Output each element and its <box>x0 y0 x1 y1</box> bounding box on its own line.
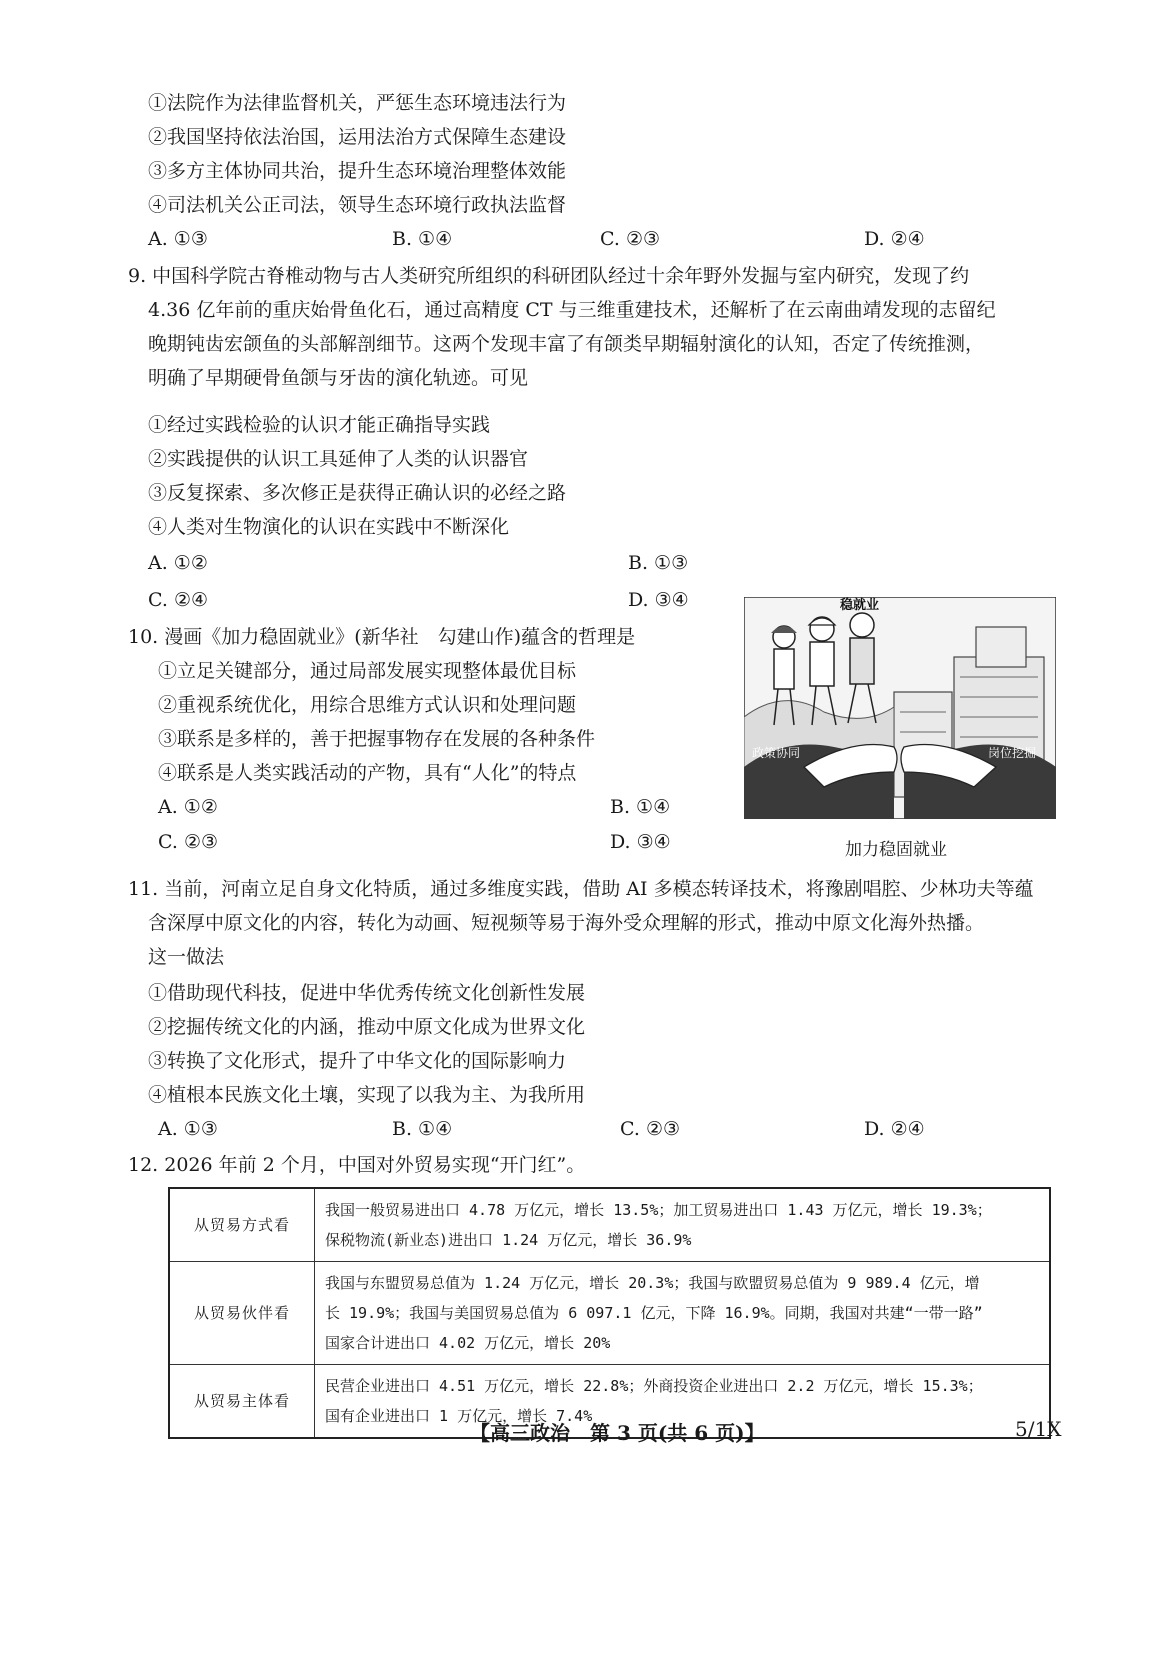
q11-stem-3: 这一做法 <box>148 946 225 968</box>
q9-item-3: ③反复探索、多次修正是获得正确认识的必经之路 <box>148 482 567 504</box>
table-cell-line: 我国一般贸易进出口 4.78 万亿元，增长 13.5%；加工贸易进出口 1.43 万亿元，增长 19.3%； <box>325 1201 992 1219</box>
q10-option-c[interactable]: C. ②③ <box>158 831 219 853</box>
q10-option-b[interactable]: B. ①④ <box>610 796 671 818</box>
table-row <box>169 1262 1050 1365</box>
q11-option-b[interactable]: B. ①④ <box>392 1118 453 1140</box>
q11-item-1: ①借助现代科技，促进中华优秀传统文化创新性发展 <box>148 982 586 1004</box>
q11-option-a[interactable]: A. ①③ <box>158 1118 218 1140</box>
q10-item-3: ③联系是多样的，善于把握事物存在发展的各种条件 <box>158 728 596 750</box>
table-cell-line: 国家合计进出口 4.02 万亿元，增长 20% <box>325 1334 611 1352</box>
table-row-head: 从贸易伙伴看 <box>169 1262 315 1365</box>
q9-option-a[interactable]: A. ①② <box>148 552 208 574</box>
q10-option-a[interactable]: A. ①② <box>158 796 218 818</box>
q8-option-a[interactable]: A. ①③ <box>148 228 208 250</box>
q10-item-4: ④联系是人类实践活动的产物，具有“人化”的特点 <box>158 762 577 784</box>
cartoon-illustration <box>744 597 1056 819</box>
q11-item-3: ③转换了文化形式，提升了中华文化的国际影响力 <box>148 1050 567 1072</box>
q8-item-2: ②我国坚持依法治国，运用法治方式保障生态建设 <box>148 126 567 148</box>
q9-item-1: ①经过实践检验的认识才能正确指导实践 <box>148 414 491 436</box>
q11-item-4: ④植根本民族文化土壤，实现了以我为主、为我所用 <box>148 1084 586 1106</box>
trade-data-table <box>168 1187 1051 1439</box>
table-cell-line: 长 19.9%；我国与美国贸易总值为 6 097.1 亿元，下降 16.9%。同期，我国对共建“一带一路” <box>325 1304 983 1322</box>
q8-item-1: ①法院作为法律监督机关，严惩生态环境违法行为 <box>148 92 567 114</box>
q11-item-2: ②挖掘传统文化的内涵，推动中原文化成为世界文化 <box>148 1016 586 1038</box>
q11-option-c[interactable]: C. ②③ <box>620 1118 681 1140</box>
q8-option-d[interactable]: D. ②④ <box>864 228 925 250</box>
q10-stem: 10. 漫画《加力稳固就业》(新华社 勾建山作)蕴含的哲理是 <box>128 626 636 648</box>
q9-stem-3: 晚期钝齿宏颌鱼的头部解剖细节。这两个发现丰富了有颌类早期辐射演化的认知，否定了传统推测， <box>148 333 985 355</box>
cartoon-left-label: 政策协同 <box>752 746 801 760</box>
q8-option-c[interactable]: C. ②③ <box>600 228 661 250</box>
cartoon-drawing <box>744 597 1056 819</box>
table-cell <box>315 1188 1051 1262</box>
q11-stem-1: 11. 当前，河南立足自身文化特质，通过多维度实践，借助 AI 多模态转译技术，将豫剧唱腔、少林功夫等蕴 <box>128 878 1034 900</box>
q10-item-1: ①立足关键部分，通过局部发展实现整体最优目标 <box>158 660 577 682</box>
table-row <box>169 1188 1050 1262</box>
cartoon-caption: 加力稳固就业 <box>845 840 947 860</box>
table-row-head: 从贸易主体看 <box>169 1365 315 1439</box>
q11-stem-2: 含深厚中原文化的内容，转化为动画、短视频等易于海外受众理解的形式，推动中原文化海外热播。 <box>148 912 985 934</box>
q9-item-4: ④人类对生物演化的认识在实践中不断深化 <box>148 516 510 538</box>
table-cell <box>315 1262 1051 1365</box>
q11-option-d[interactable]: D. ②④ <box>864 1118 925 1140</box>
table-row-head: 从贸易方式看 <box>169 1188 315 1262</box>
page-footer-code: 5/1X <box>1015 1417 1062 1441</box>
q9-option-c[interactable]: C. ②④ <box>148 589 209 611</box>
cartoon-right-label: 岗位挖掘 <box>988 746 1037 760</box>
q9-option-b[interactable]: B. ①③ <box>628 552 689 574</box>
q9-stem-4: 明确了早期硬骨鱼颌与牙齿的演化轨迹。可见 <box>148 367 529 389</box>
q8-option-b[interactable]: B. ①④ <box>392 228 453 250</box>
table-cell-line: 保税物流(新业态)进出口 1.24 万亿元，增长 36.9% <box>325 1231 692 1249</box>
q9-option-d[interactable]: D. ③④ <box>628 589 689 611</box>
q8-item-3: ③多方主体协同共治，提升生态环境治理整体效能 <box>148 160 567 182</box>
cartoon-top-label: 稳就业 <box>840 598 880 613</box>
q8-item-4: ④司法机关公正司法，领导生态环境行政执法监督 <box>148 194 567 216</box>
q9-stem-2: 4.36 亿年前的重庆始骨鱼化石，通过高精度 CT 与三维重建技术，还解析了在云南曲靖发现的志留纪 <box>148 299 996 321</box>
q10-item-2: ②重视系统优化，用综合思维方式认识和处理问题 <box>158 694 577 716</box>
table-cell-line: 我国与东盟贸易总值为 1.24 万亿元，增长 20.3%；我国与欧盟贸易总值为 9 989.4 亿元，增 <box>325 1274 980 1292</box>
table-cell-line: 国有企业进出口 1 万亿元，增长 7.4% <box>325 1407 593 1425</box>
q9-item-2: ②实践提供的认识工具延伸了人类的认识器官 <box>148 448 529 470</box>
q10-option-d[interactable]: D. ③④ <box>610 831 671 853</box>
q12-stem: 12. 2026 年前 2 个月，中国对外贸易实现“开门红”。 <box>128 1154 586 1176</box>
page-footer-title: 【高三政治 第 3 页(共 6 页)】 <box>470 1421 765 1445</box>
table-cell-line: 民营企业进出口 4.51 万亿元，增长 22.8%；外商投资企业进出口 2.2 万亿元，增长 15.3%； <box>325 1377 983 1395</box>
q9-stem-1: 9. 中国科学院古脊椎动物与古人类研究所组织的科研团队经过十余年野外发掘与室内研究，发现了约 <box>128 265 970 287</box>
